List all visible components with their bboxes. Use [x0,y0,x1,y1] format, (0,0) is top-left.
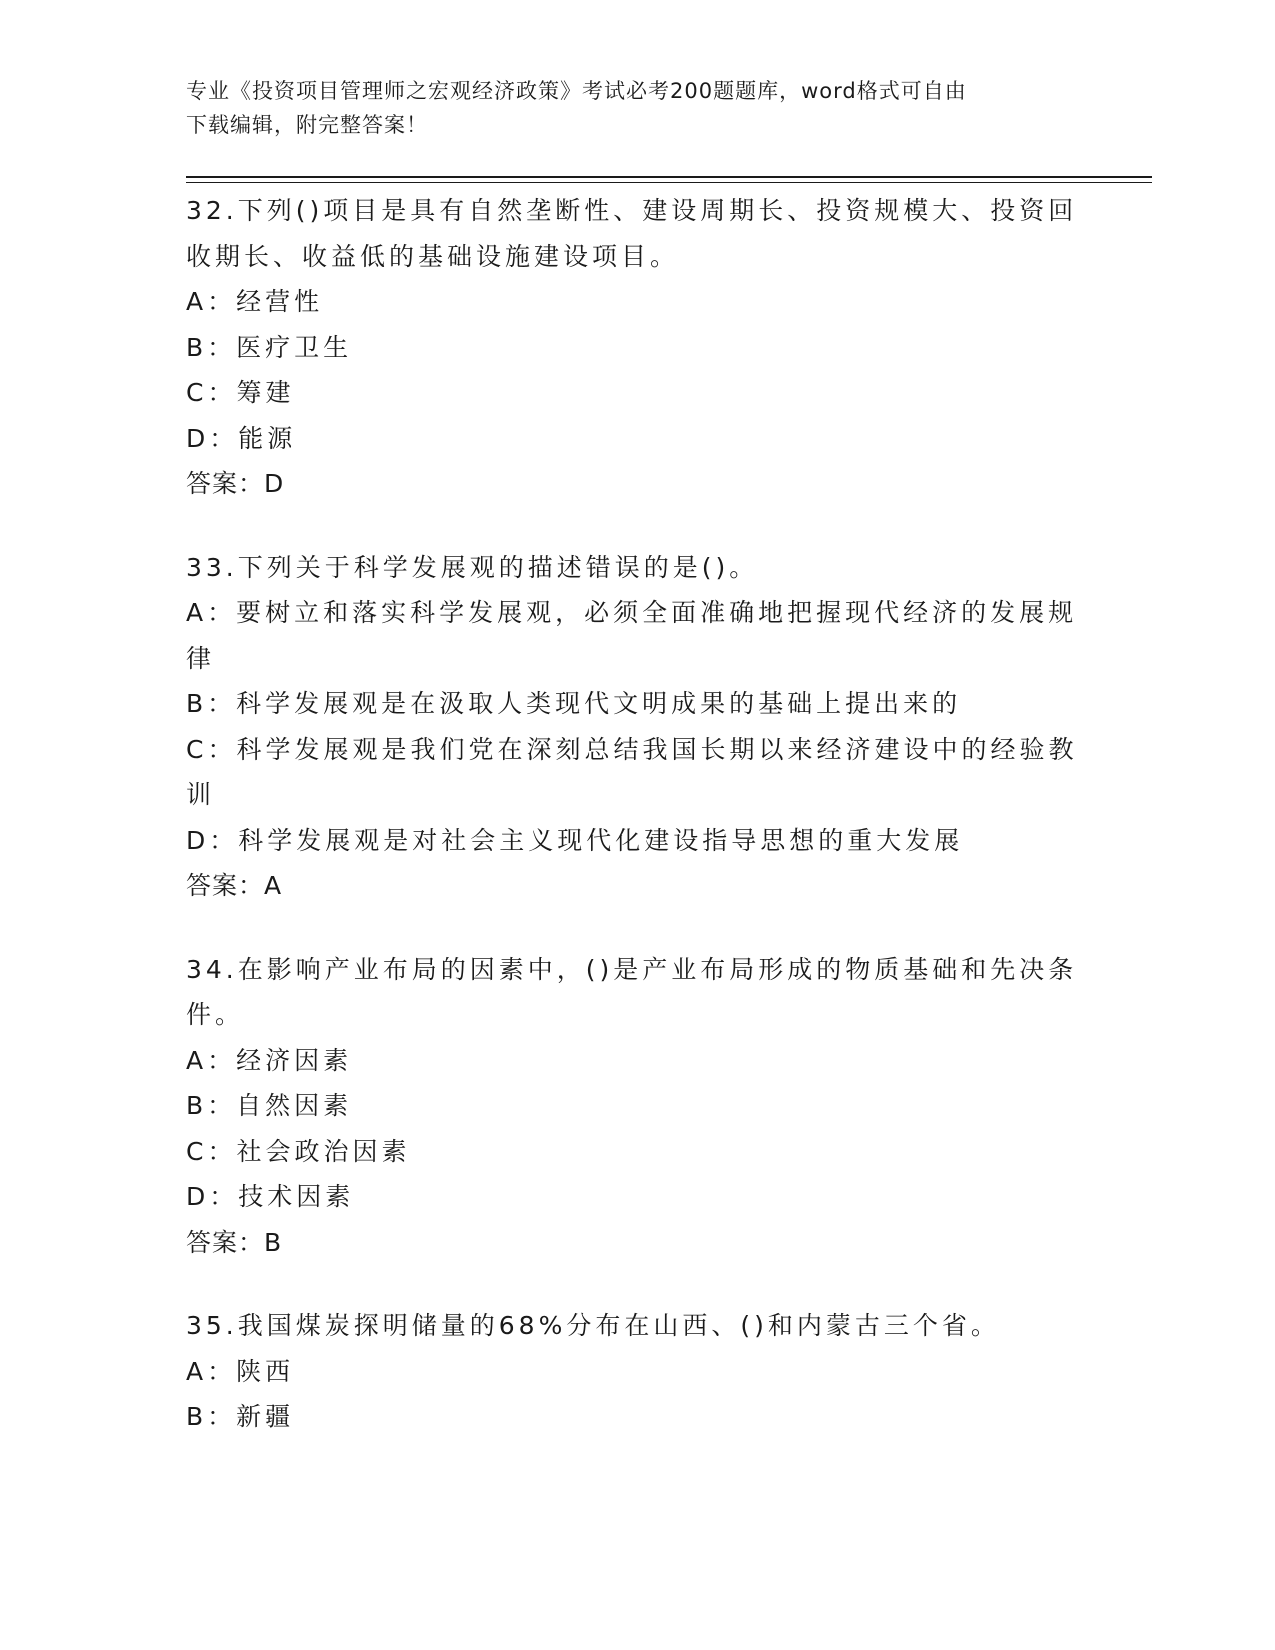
option-b: B：科学发展观是在汲取人类现代文明成果的基础上提出来的 [186,689,962,718]
option-d: D：技术因素 [186,1182,355,1211]
option-c-continued: 训 [186,780,216,809]
question-block [186,1303,1086,1440]
option-a: A：经济因素 [186,1045,353,1075]
header-line-2: 下载编辑，附完整答案！ [186,113,428,137]
option-a-continued: 律 [186,643,216,673]
question-block [186,545,1086,909]
question-stem: 35.我国煤炭探明储量的68%分布在山西、()和内蒙古三个省。 [186,1311,1000,1340]
header-divider-thin [186,182,1152,183]
option-a: A：经营性 [186,287,324,316]
question-stem: 33.下列关于科学发展观的描述错误的是()。 [186,552,759,582]
option-c: C：社会政治因素 [186,1136,411,1166]
answer-line: 答案：B [186,1227,283,1257]
answer-line: 答案：A [186,871,283,900]
option-c: C：科学发展观是我们党在深刻总结我国长期以来经济建设中的经验教 [186,734,1078,764]
option-b: B：自然因素 [186,1091,353,1120]
question-list [186,188,1086,1478]
question-stem: 收期长、收益低的基础设施建设项目。 [186,241,680,271]
question-stem: 件。 [186,1000,245,1029]
option-b: B：新疆 [186,1402,295,1431]
question-block [186,188,1086,507]
option-a: A：要树立和落实科学发展观，必须全面准确地把握现代经济的发展规 [186,598,1078,627]
option-b: B：医疗卫生 [186,332,353,362]
header-line-1: 专业《投资项目管理师之宏观经济政策》考试必考200题题库，word格式可自由 [186,79,967,103]
question-block [186,947,1086,1266]
question-stem: 32.下列()项目是具有自然垄断性、建设周期长、投资规模大、投资回 [186,196,1078,225]
option-d: D：能源 [186,423,297,453]
option-a: A：陕西 [186,1356,295,1386]
answer-line: 答案：D [186,469,285,498]
question-stem: 34.在影响产业布局的因素中，()是产业布局形成的物质基础和先决条 [186,954,1078,984]
option-c: C：筹建 [186,378,295,407]
document-header [186,74,1066,142]
header-divider-thick [186,176,1152,178]
option-d: D：科学发展观是对社会主义现代化建设指导思想的重大发展 [186,825,964,855]
